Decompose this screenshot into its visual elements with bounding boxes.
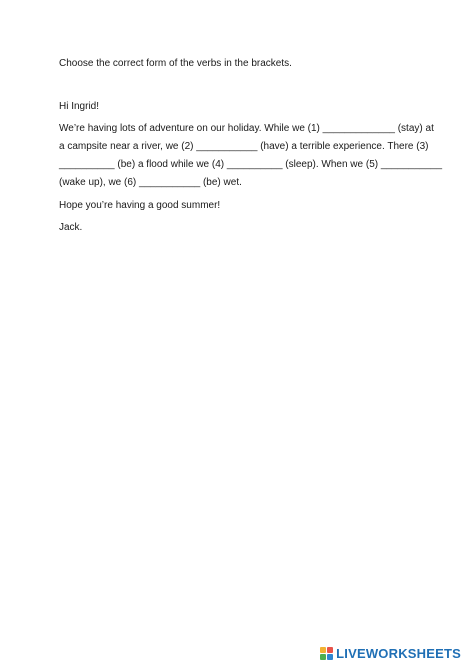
- logo-tile: [327, 647, 333, 653]
- logo-tile: [320, 654, 326, 660]
- logo-tile: [320, 647, 326, 653]
- instruction-text: Choose the correct form of the verbs in the brackets.: [59, 58, 292, 69]
- liveworksheets-brand: [320, 646, 461, 661]
- letter-greeting: Hi Ingrid!: [59, 101, 100, 112]
- logo-tile: [327, 654, 333, 660]
- letter-line: a campsite near a river, we (2) ___________ (have) a terrible experience. There (3): [59, 141, 429, 152]
- letter-line: (wake up), we (6) ___________ (be) wet.: [59, 177, 242, 188]
- letter-signature: Jack.: [59, 222, 83, 233]
- brand-logo-text: LIVEWORKSHEETS: [336, 646, 461, 661]
- letter-line: __________ (be) a flood while we (4) __________ (sleep). When we (5) ___________: [59, 159, 443, 170]
- letter-line: We’re having lots of adventure on our holiday. While we (1) _____________ (stay) at: [59, 123, 434, 134]
- liveworksheets-logo-icon: [320, 647, 333, 660]
- letter-body: [59, 120, 443, 192]
- letter-closing: Hope you’re having a good summer!: [59, 200, 221, 211]
